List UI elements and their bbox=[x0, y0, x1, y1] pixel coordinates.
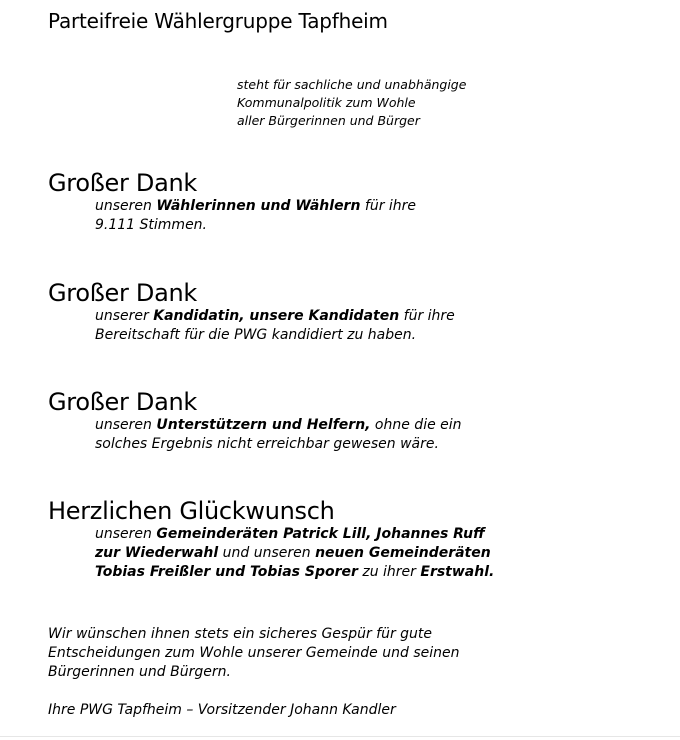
section-body bbox=[95, 307, 455, 345]
body-text: 9.111 Stimmen. bbox=[95, 217, 208, 233]
organization-title: Parteifreie Wählergruppe Tapfheim bbox=[48, 9, 388, 33]
body-text: Bereitschaft für die PWG kandidiert zu haben. bbox=[95, 327, 417, 343]
tagline-line: Kommunalpolitik zum Wohle bbox=[237, 95, 416, 110]
body-line bbox=[95, 435, 462, 454]
congratulations-section bbox=[48, 497, 494, 582]
emphasized-text: Kandidatin, unsere Kandidaten bbox=[153, 308, 400, 324]
thanks-candidates-section bbox=[48, 279, 455, 345]
body-text: unseren bbox=[95, 526, 157, 542]
body-text: für ihre bbox=[399, 308, 455, 324]
body-line bbox=[95, 544, 494, 563]
emphasized-text: neuen Gemeinderäten bbox=[315, 545, 491, 561]
emphasized-text: zur Wiederwahl bbox=[95, 545, 219, 561]
section-heading: Großer Dank bbox=[48, 169, 197, 197]
emphasized-text: Unterstützern und Helfern, bbox=[156, 417, 371, 433]
body-line bbox=[95, 326, 455, 345]
body-text: und unseren bbox=[218, 545, 316, 561]
section-heading: Großer Dank bbox=[48, 279, 197, 307]
section-body bbox=[95, 525, 494, 582]
closing-line: Entscheidungen zum Wohle unserer Gemeinde und seinen bbox=[48, 645, 460, 661]
section-heading: Herzlichen Glückwunsch bbox=[48, 497, 335, 525]
body-line bbox=[95, 216, 416, 235]
body-line bbox=[95, 307, 455, 326]
body-line bbox=[95, 525, 494, 544]
body-line bbox=[95, 197, 416, 216]
tagline-line: aller Bürgerinnen und Bürger bbox=[237, 113, 420, 128]
body-line bbox=[95, 563, 494, 582]
closing-line: Bürgerinnen und Bürgern. bbox=[48, 664, 231, 680]
emphasized-text: Gemeinderäten Patrick Lill, Johannes Ruff bbox=[156, 526, 485, 542]
emphasized-text: Tobias Freißler und Tobias Sporer bbox=[95, 564, 358, 580]
tagline bbox=[237, 76, 466, 130]
thanks-supporters-section bbox=[48, 388, 462, 454]
thanks-voters-section bbox=[48, 169, 416, 235]
body-text: für ihre bbox=[360, 198, 417, 214]
body-text: unserer bbox=[95, 308, 154, 324]
section-body bbox=[95, 197, 416, 235]
section-body bbox=[95, 416, 462, 454]
emphasized-text: Wählerinnen und Wählern bbox=[156, 198, 361, 214]
body-text: unseren bbox=[95, 417, 157, 433]
closing-paragraph bbox=[48, 625, 459, 682]
body-line bbox=[95, 416, 462, 435]
tagline-line: steht für sachliche und unabhängige bbox=[237, 77, 467, 92]
body-text: solches Ergebnis nicht erreichbar gewesen wäre. bbox=[95, 436, 439, 452]
body-text: ohne die ein bbox=[370, 417, 462, 433]
emphasized-text: Erstwahl. bbox=[420, 564, 495, 580]
closing-line: Wir wünschen ihnen stets ein sicheres Gespür für gute bbox=[48, 626, 433, 642]
body-text: unseren bbox=[95, 198, 157, 214]
bottom-divider bbox=[0, 736, 680, 737]
section-heading: Großer Dank bbox=[48, 388, 197, 416]
body-text: zu ihrer bbox=[357, 564, 421, 580]
signature: Ihre PWG Tapfheim – Vorsitzender Johann Kandler bbox=[48, 702, 396, 718]
